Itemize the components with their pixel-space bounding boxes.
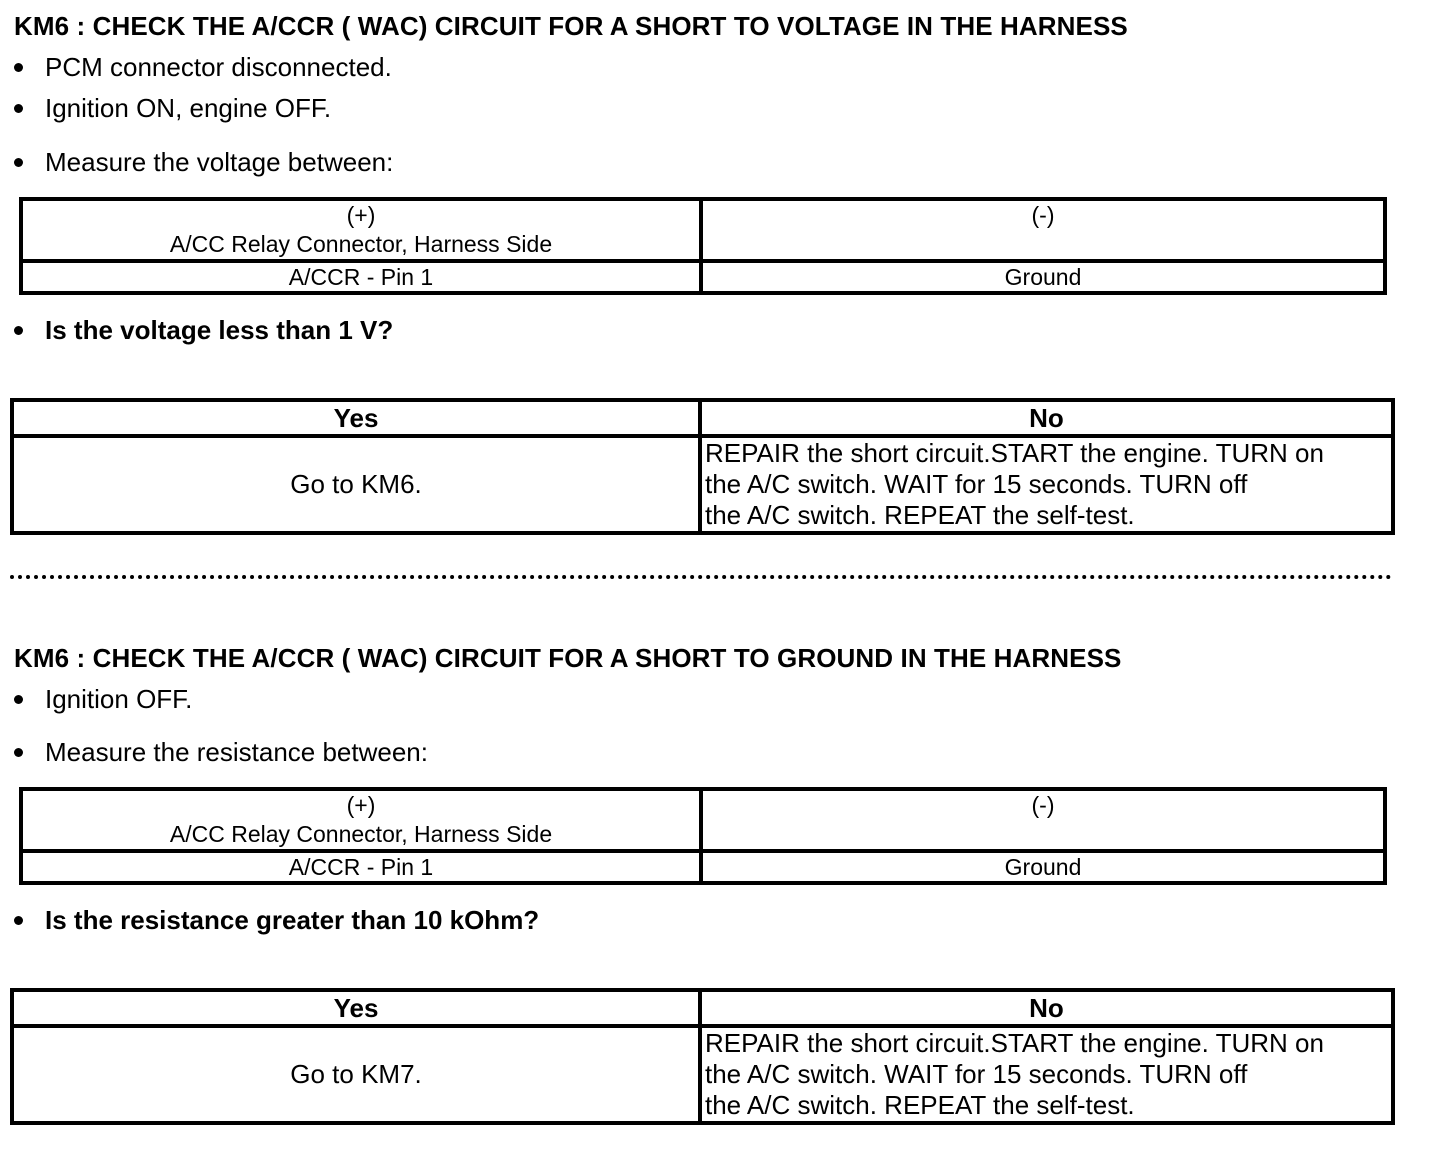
no-line-2: the A/C switch. WAIT for 15 seconds. TURN off xyxy=(705,469,1248,499)
no-value xyxy=(700,1026,1393,1123)
step-text: Measure the voltage between: xyxy=(45,147,394,177)
yes-value: Go to KM6. xyxy=(12,436,700,533)
plus-value: A/CCR - Pin 1 xyxy=(21,261,701,293)
no-line-3: the A/C switch. REPEAT the self-test. xyxy=(705,500,1135,530)
section-1-measure-table xyxy=(19,197,1387,295)
step-text: Measure the resistance between: xyxy=(45,737,428,767)
bullet-icon xyxy=(14,63,23,72)
plus-subheader: A/CC Relay Connector, Harness Side xyxy=(169,231,553,257)
plus-value: A/CCR - Pin 1 xyxy=(21,851,701,883)
plus-subheader: A/CC Relay Connector, Harness Side xyxy=(169,821,553,847)
bullet-icon xyxy=(14,104,23,113)
minus-value: Ground xyxy=(701,851,1385,883)
step-text: PCM connector disconnected. xyxy=(45,52,392,82)
bullet-icon xyxy=(14,916,23,925)
step-text: Ignition OFF. xyxy=(45,684,193,714)
section-1-decision-table xyxy=(10,398,1395,535)
yes-header: Yes xyxy=(12,400,700,436)
no-header: No xyxy=(700,400,1393,436)
question-text: Is the voltage less than 1 V? xyxy=(45,315,394,345)
section-2-heading: KM6 : CHECK THE A/CCR ( WAC) CIRCUIT FOR A SHORT TO GROUND IN THE HARNESS xyxy=(14,643,1122,673)
step-text: Ignition ON, engine OFF. xyxy=(45,93,332,123)
plus-header: (+) xyxy=(346,792,376,818)
minus-header: (-) xyxy=(1031,202,1055,228)
section-2-question xyxy=(14,905,539,936)
no-line-1: REPAIR the short circuit.START the engine. TURN on xyxy=(705,1028,1324,1058)
bullet-icon xyxy=(14,695,23,704)
yes-value: Go to KM7. xyxy=(12,1026,700,1123)
section-1-step-3 xyxy=(14,147,393,178)
no-line-1: REPAIR the short circuit.START the engine. TURN on xyxy=(705,438,1324,468)
no-header: No xyxy=(700,990,1393,1026)
question-text: Is the resistance greater than 10 kOhm? xyxy=(45,905,540,935)
minus-header-cell xyxy=(701,199,1385,261)
section-1-question xyxy=(14,315,393,346)
yes-header: Yes xyxy=(12,990,700,1026)
section-1-heading: KM6 : CHECK THE A/CCR ( WAC) CIRCUIT FOR A SHORT TO VOLTAGE IN THE HARNESS xyxy=(14,11,1128,41)
section-1-step-1 xyxy=(14,52,392,83)
bullet-icon xyxy=(14,158,23,167)
minus-header-cell xyxy=(701,789,1385,851)
plus-header: (+) xyxy=(346,202,376,228)
bullet-icon xyxy=(14,326,23,335)
section-1-step-2 xyxy=(14,93,331,124)
bullet-icon xyxy=(14,748,23,757)
minus-header: (-) xyxy=(1031,792,1055,818)
section-2-step-1 xyxy=(14,684,192,715)
minus-value: Ground xyxy=(701,261,1385,293)
section-2-measure-table xyxy=(19,787,1387,885)
section-2-decision-table xyxy=(10,988,1395,1125)
section-2-step-2 xyxy=(14,737,428,768)
plus-header-cell xyxy=(21,199,701,261)
no-line-3: the A/C switch. REPEAT the self-test. xyxy=(705,1090,1135,1120)
plus-header-cell xyxy=(21,789,701,851)
no-line-2: the A/C switch. WAIT for 15 seconds. TURN off xyxy=(705,1059,1248,1089)
section-divider xyxy=(10,575,1392,579)
no-value xyxy=(700,436,1393,533)
